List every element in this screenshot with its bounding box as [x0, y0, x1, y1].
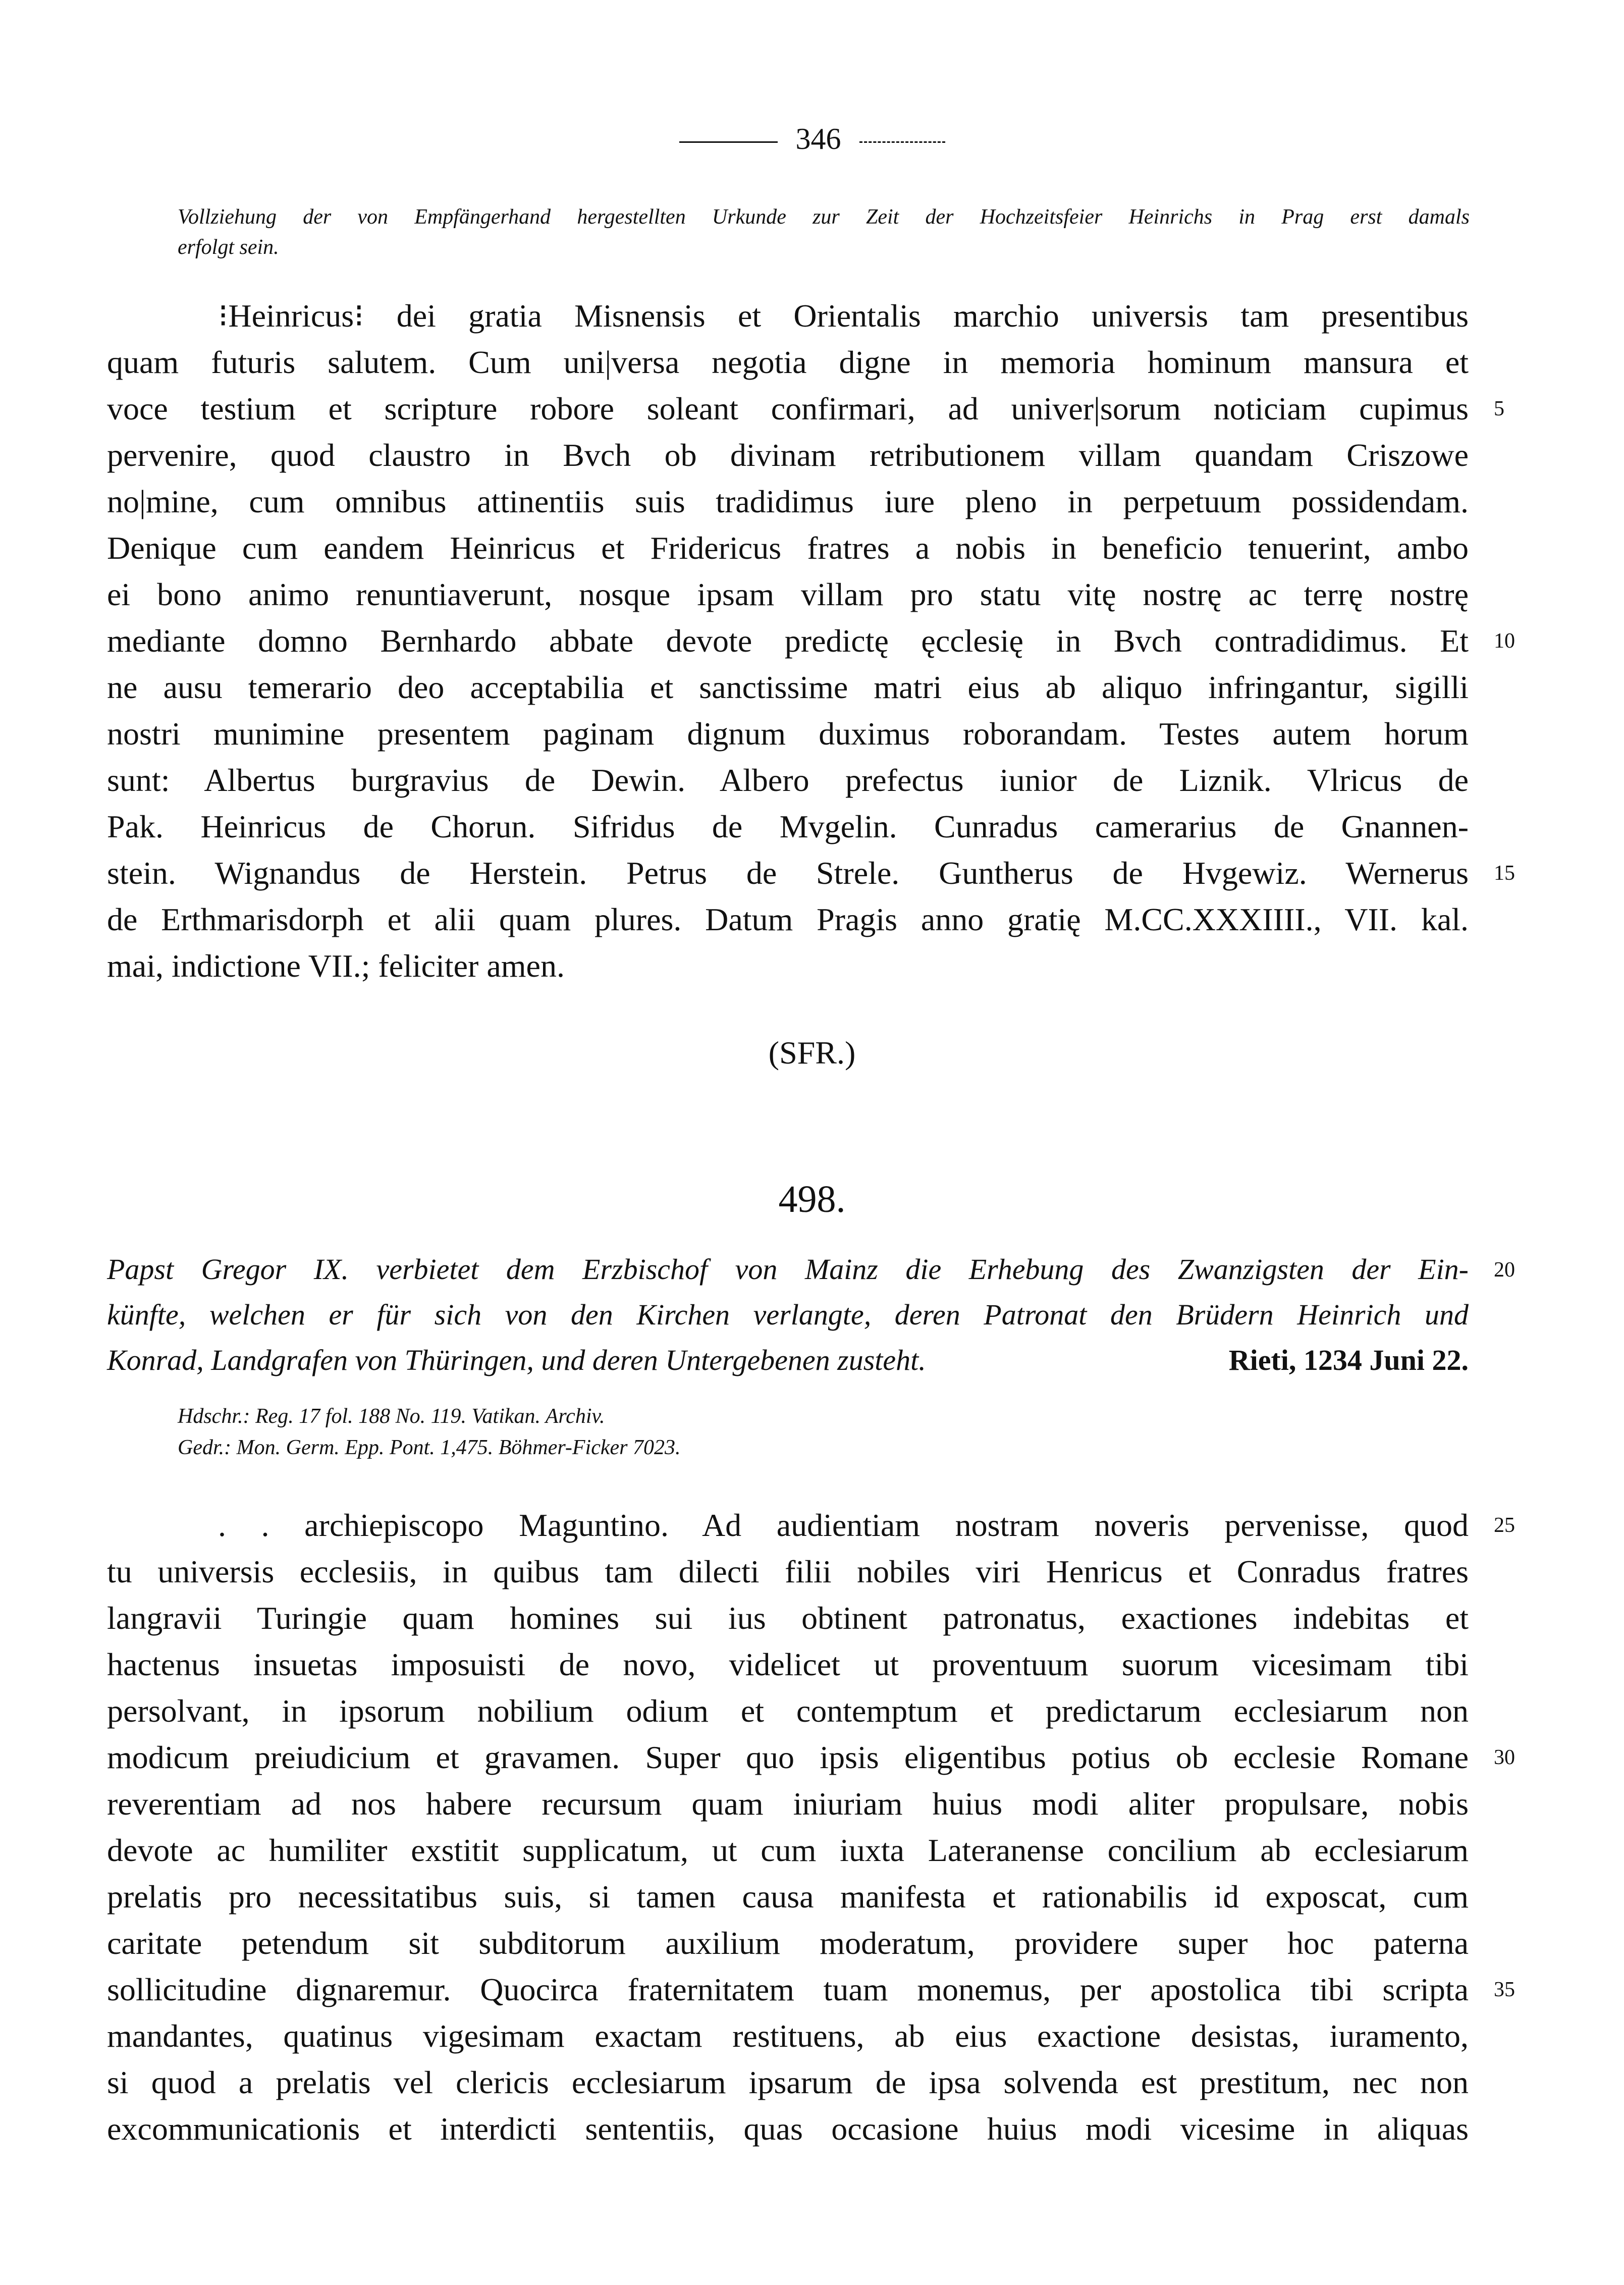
page-number: 346: [795, 122, 841, 155]
text-line: prelatis pro necessitatibus suis, si tamen causa manifesta et rationabilis id exposcat, cum: [107, 1879, 1469, 1915]
text-line: quam futuris salutem. Cum uni|versa negotia digne in memoria hominum mansura et: [107, 344, 1469, 380]
text-line: devote ac humiliter exstitit supplicatum, ut cum iuxta Lateranense concilium ab ecclesiarum: [107, 1832, 1469, 1868]
regest-line: [107, 1338, 1469, 1383]
seal-note: (SFR.): [768, 1035, 856, 1071]
text-line: Denique cum eandem Heinricus et Fridericus fratres a nobis in beneficio tenuerint, ambo: [107, 530, 1469, 566]
text-line: si quod a prelatis vel clericis ecclesiarum ipsarum de ipsa solvenda est prestitum, nec non: [107, 2064, 1469, 2100]
regest-line-text: Konrad, Landgrafen von Thüringen, und deren Untergebenen zusteht.: [107, 1344, 926, 1376]
text-line: ne ausu temerario deo acceptabilia et sanctissime matri eius ab aliquo infringantur, sigilli: [107, 669, 1469, 705]
margin-line-number: 5: [1494, 397, 1504, 420]
doc497-note-line: erfolgt sein.: [178, 236, 279, 259]
document-number: 498.: [778, 1178, 846, 1220]
margin-line-number: 20: [1494, 1258, 1515, 1282]
text-line: persolvant, in ipsorum nobilium odium et contemptum et predictarum ecclesiarum non: [107, 1693, 1469, 1729]
header-rule-right: [859, 141, 945, 143]
text-line: no|mine, cum omnibus attinentiis suis tradidimus iure pleno in perpetuum possidendam.: [107, 484, 1469, 519]
text-line: Pak. Heinricus de Chorun. Sifridus de Mvgelin. Cunradus camerarius de Gnannen-: [107, 809, 1469, 844]
regest-line: Papst Gregor IX. verbietet dem Erzbischof von Mainz die Erhebung des Zwanzigsten der Ein-: [107, 1253, 1469, 1286]
text-line: sunt: Albertus burgravius de Dewin. Albero prefectus iunior de Liznik. Vlricus de: [107, 762, 1469, 798]
text-line: pervenire, quod claustro in Bvch ob divinam retributionem villam quandam Criszowe: [107, 437, 1469, 473]
doc498-text: [107, 1502, 1469, 2152]
margin-line-number: 35: [1494, 1978, 1515, 2001]
margin-line-number: 30: [1494, 1746, 1515, 1769]
text-line: tu universis ecclesiis, in quibus tam dilecti filii nobiles viri Henricus et Conradus fratres: [107, 1554, 1469, 1589]
text-line: sollicitudine dignaremur. Quocirca fraternitatem tuam monemus, per apostolica tibi scripta: [107, 1972, 1469, 2007]
regest-line: künfte, welchen er für sich von den Kirchen verlangte, deren Patronat den Brüdern Heinrich und: [107, 1298, 1469, 1331]
margin-line-number: 25: [1494, 1514, 1515, 1537]
text-line: de Erthmarisdorph et alii quam plures. Datum Pragis anno gratię M.CC.XXXIIII., VII. kal.: [107, 901, 1469, 937]
text-line: voce testium et scripture robore soleant confirmari, ad univer|sorum noticiam cupimus: [107, 391, 1469, 427]
place-date: Rieti, 1234 Juni 22.: [1228, 1344, 1469, 1376]
doc498-sources: [178, 1401, 1389, 1463]
header-rule-left: [679, 141, 778, 143]
margin-line-number: 15: [1494, 862, 1515, 885]
source-line: Hdschr.: Reg. 17 fol. 188 No. 119. Vatikan. Archiv.: [178, 1405, 605, 1428]
text-line: mediante domno Bernhardo abbate devote predictę ęcclesię in Bvch contradidimus. Et: [107, 623, 1469, 659]
page-header: [0, 121, 1624, 156]
source-line: Gedr.: Mon. Germ. Epp. Pont. 1,475. Böhmer-Ficker 7023.: [178, 1436, 681, 1459]
text-line: caritate petendum sit subditorum auxilium moderatum, providere super hoc paterna: [107, 1925, 1469, 1961]
text-line: ei bono animo renuntiaverunt, nosque ipsam villam pro statu vitę nostrę ac terrę nostrę: [107, 576, 1469, 612]
text-line: . . archiepiscopo Maguntino. Ad audientiam nostram noveris pervenisse, quod: [218, 1507, 1469, 1543]
text-line: reverentiam ad nos habere recursum quam iniuriam huius modi aliter propulsare, nobis: [107, 1786, 1469, 1822]
text-line: mandantes, quatinus vigesimam exactam restituens, ab eius exactione desistas, iuramento,: [107, 2018, 1469, 2054]
text-line: ⁝Heinricus⁝ dei gratia Misnensis et Orientalis marchio universis tam presentibus: [218, 298, 1469, 334]
text-line: stein. Wignandus de Herstein. Petrus de Strele. Guntherus de Hvgewiz. Wernerus: [107, 855, 1469, 891]
text-line: modicum preiudicium et gravamen. Super quo ipsis eligentibus potius ob ecclesie Romane: [107, 1739, 1469, 1775]
text-line: excommunicationis et interdicti sententiis, quas occasione huius modi vicesime in aliquas: [107, 2111, 1469, 2147]
margin-line-number: 10: [1494, 629, 1515, 653]
doc498-regest: [107, 1247, 1469, 1383]
text-line: langravii Turingie quam homines sui ius obtinent patronatus, exactiones indebitas et: [107, 1600, 1469, 1636]
doc497-text: [107, 293, 1469, 989]
doc497-note: [178, 202, 1470, 262]
text-line: nostri munimine presentem paginam dignum duximus roborandam. Testes autem horum: [107, 716, 1469, 752]
text-line: hactenus insuetas imposuisti de novo, videlicet ut proventuum suorum vicesimam tibi: [107, 1646, 1469, 1682]
text-line: mai, indictione VII.; feliciter amen.: [107, 948, 565, 984]
doc497-note-line: Vollziehung der von Empfängerhand hergestellten Urkunde zur Zeit der Hochzeitsfeier Heinrichs in Prag erst damals: [178, 205, 1470, 229]
